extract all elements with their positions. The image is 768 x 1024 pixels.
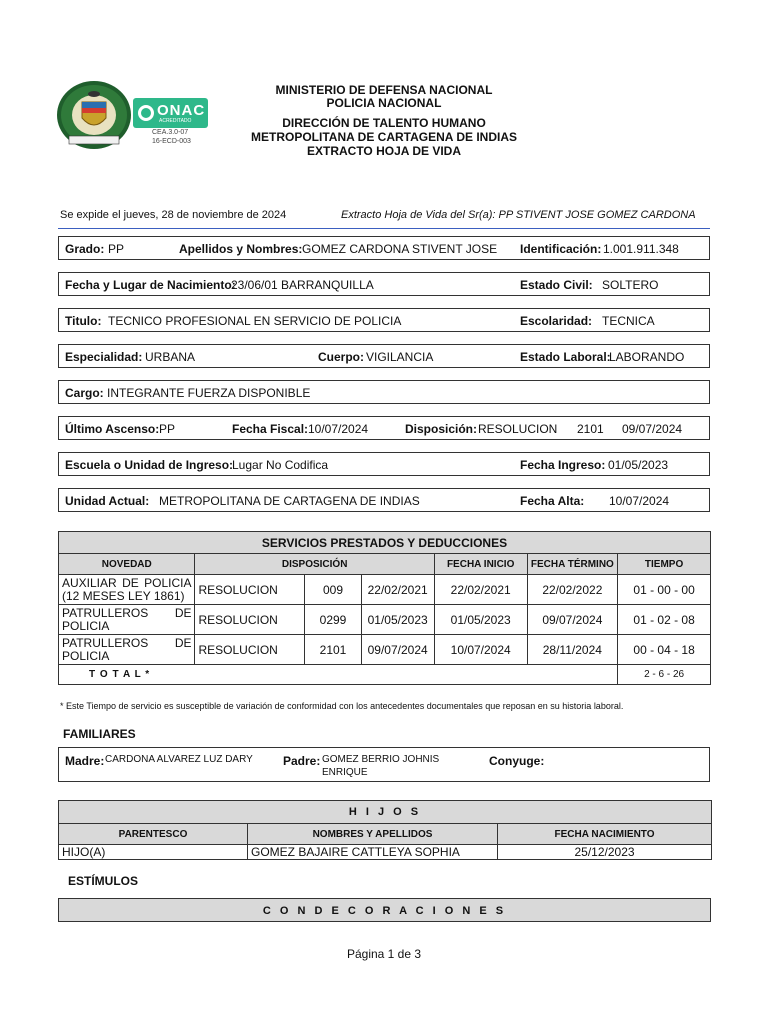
hijos-title: H I J O S (59, 801, 712, 824)
hijo-fecha: 25/12/2023 (498, 845, 712, 860)
header-direccion: DIRECCIÓN DE TALENTO HUMANO (282, 116, 486, 130)
col-termino: FECHA TÉRMINO (527, 554, 618, 575)
table-row (59, 845, 712, 860)
row-tipo: RESOLUCION (195, 635, 305, 665)
ingreso-label: Fecha Ingreso: (520, 458, 606, 472)
unidad-label: Unidad Actual: (65, 494, 150, 508)
field-row-escuela (58, 452, 710, 476)
ascenso-value: PP (159, 422, 176, 436)
onac-code-1: CEA.3.0-07 (152, 129, 189, 136)
padre-label: Padre: (283, 754, 321, 768)
col-parentesco: PARENTESCO (59, 824, 248, 845)
issue-subject: Extracto Hoja de Vida del Sr(a): PP STIVENT JOSE GOMEZ CARDONA (341, 209, 696, 221)
field-row-nacimiento (58, 272, 710, 296)
fiscal-value: 10/07/2024 (308, 422, 369, 436)
civil-value: SOLTERO (602, 278, 659, 292)
services-title: SERVICIOS PRESTADOS Y DEDUCCIONES (59, 532, 711, 554)
row-num: 2101 (305, 635, 361, 665)
nacimiento-value: 23/06/01 BARRANQUILLA (231, 278, 374, 292)
alta-value: 10/07/2024 (609, 494, 670, 508)
cuerpo-value: VIGILANCIA (366, 350, 434, 364)
row-inicio: 22/02/2021 (434, 575, 527, 605)
disposicion-tipo: RESOLUCION (478, 422, 558, 436)
laboral-value: LABORANDO (609, 350, 685, 364)
padre-value-1: GOMEZ BERRIO JOHNIS (322, 754, 440, 765)
madre-value: CARDONA ALVAREZ LUZ DARY (105, 754, 253, 765)
field-row-titulo (58, 308, 710, 332)
row-novedad: PATRULLEROS DE POLICIA (59, 605, 195, 635)
row-tiempo: 00 - 04 - 18 (618, 635, 711, 665)
field-row-ascenso (58, 416, 710, 440)
conyuge-label: Conyuge: (489, 754, 545, 768)
total-value: 2 - 6 - 26 (618, 665, 711, 685)
madre-label: Madre: (65, 754, 105, 768)
row-tiempo: 01 - 00 - 00 (618, 575, 711, 605)
fiscal-label: Fecha Fiscal: (232, 422, 309, 436)
padre-value-2: ENRIQUE (322, 767, 368, 778)
cuerpo-label: Cuerpo: (318, 350, 364, 364)
laboral-label: Estado Laboral: (520, 350, 611, 364)
id-label: Identificación: (520, 242, 602, 256)
field-row-unidad (58, 488, 710, 512)
row-tiempo: 01 - 02 - 08 (618, 605, 711, 635)
disposicion-num: 2101 (577, 422, 604, 436)
row-num: 009 (305, 575, 361, 605)
table-row (59, 575, 711, 605)
col-fecha-nacimiento: FECHA NACIMIENTO (498, 824, 712, 845)
col-tiempo: TIEMPO (618, 554, 711, 575)
unidad-value: METROPOLITANA DE CARTAGENA DE INDIAS (159, 494, 420, 508)
total-label: T O T A L * (59, 665, 618, 685)
titulo-label: Titulo: (65, 314, 102, 328)
id-value: 1.001.911.348 (603, 242, 679, 256)
estimulos-title: ESTÍMULOS (68, 874, 139, 888)
hijo-parentesco: HIJO(A) (59, 845, 248, 860)
nombres-label: Apellidos y Nombres: (179, 242, 303, 256)
page-number: Página 1 de 3 (346, 947, 422, 961)
field-row-especialidad (58, 344, 710, 368)
issue-underline (58, 228, 710, 229)
familiares-title: FAMILIARES (63, 727, 136, 741)
disposicion-fecha: 09/07/2024 (622, 422, 683, 436)
row-tipo: RESOLUCION (195, 605, 305, 635)
services-table (58, 531, 711, 685)
escuela-value: Lugar No Codifica (232, 458, 329, 472)
escolaridad-label: Escolaridad: (520, 314, 593, 328)
field-row-cargo (58, 380, 710, 404)
escuela-label: Escuela o Unidad de Ingreso: (65, 458, 234, 472)
escolaridad-value: TECNICA (602, 314, 655, 328)
nombres-value: GOMEZ CARDONA STIVENT JOSE (302, 242, 498, 256)
onac-code-2: 16-ECD-003 (152, 138, 191, 145)
row-fecha: 01/05/2023 (361, 605, 434, 635)
col-inicio: FECHA INICIO (434, 554, 527, 575)
col-disposicion: DISPOSICIÓN (195, 554, 434, 575)
onac-sub: ACREDITADO (159, 118, 192, 124)
familiares-box (58, 747, 710, 782)
row-novedad: PATRULLEROS DE POLICIA (59, 635, 195, 665)
header-extracto: EXTRACTO HOJA DE VIDA (306, 144, 462, 158)
disposicion-label: Disposición: (405, 422, 478, 436)
service-note: * Este Tiempo de servicio es susceptible de variación de conformidad con los antecedentes documentales que reposan en su historia laboral. (60, 701, 624, 711)
total-row (59, 665, 711, 685)
table-row (59, 605, 711, 635)
titulo-value: TECNICO PROFESIONAL EN SERVICIO DE POLICIA (108, 314, 402, 328)
table-row (59, 635, 711, 665)
row-inicio: 10/07/2024 (434, 635, 527, 665)
cargo-label: Cargo: (65, 386, 104, 400)
ingreso-value: 01/05/2023 (608, 458, 669, 472)
row-termino: 09/07/2024 (527, 605, 618, 635)
especialidad-label: Especialidad: (65, 350, 143, 364)
cargo-value: INTEGRANTE FUERZA DISPONIBLE (107, 386, 311, 400)
col-nombres: NOMBRES Y APELLIDOS (248, 824, 498, 845)
hijos-table (58, 800, 712, 860)
row-num: 0299 (305, 605, 361, 635)
col-novedad: NOVEDAD (59, 554, 195, 575)
civil-label: Estado Civil: (520, 278, 593, 292)
alta-label: Fecha Alta: (520, 494, 585, 508)
field-row-grado (58, 236, 710, 260)
row-fecha: 22/02/2021 (361, 575, 434, 605)
issue-date: Se expide el jueves, 28 de noviembre de 2024 (60, 209, 287, 221)
especialidad-value: URBANA (145, 350, 196, 364)
row-tipo: RESOLUCION (195, 575, 305, 605)
header-metropolitana: METROPOLITANA DE CARTAGENA DE INDIAS (251, 130, 517, 144)
hijo-nombre: GOMEZ BAJAIRE CATTLEYA SOPHIA (248, 845, 498, 860)
row-novedad: AUXILIAR DE POLICIA (12 MESES LEY 1861) (59, 575, 195, 605)
grado-label: Grado: (65, 242, 105, 256)
ascenso-label: Último Ascenso: (65, 422, 160, 436)
row-inicio: 01/05/2023 (434, 605, 527, 635)
header-policia: POLICIA NACIONAL (326, 96, 442, 110)
grado-value: PP (108, 242, 125, 256)
row-termino: 22/02/2022 (527, 575, 618, 605)
nacimiento-label: Fecha y Lugar de Nacimiento: (65, 278, 236, 292)
row-fecha: 09/07/2024 (361, 635, 434, 665)
header-ministerio: MINISTERIO DE DEFENSA NACIONAL (275, 83, 493, 97)
onac-brand: ONAC (157, 102, 206, 119)
row-termino: 28/11/2024 (527, 635, 618, 665)
condecoraciones-title: C O N D E C O R A C I O N E S (58, 898, 711, 922)
